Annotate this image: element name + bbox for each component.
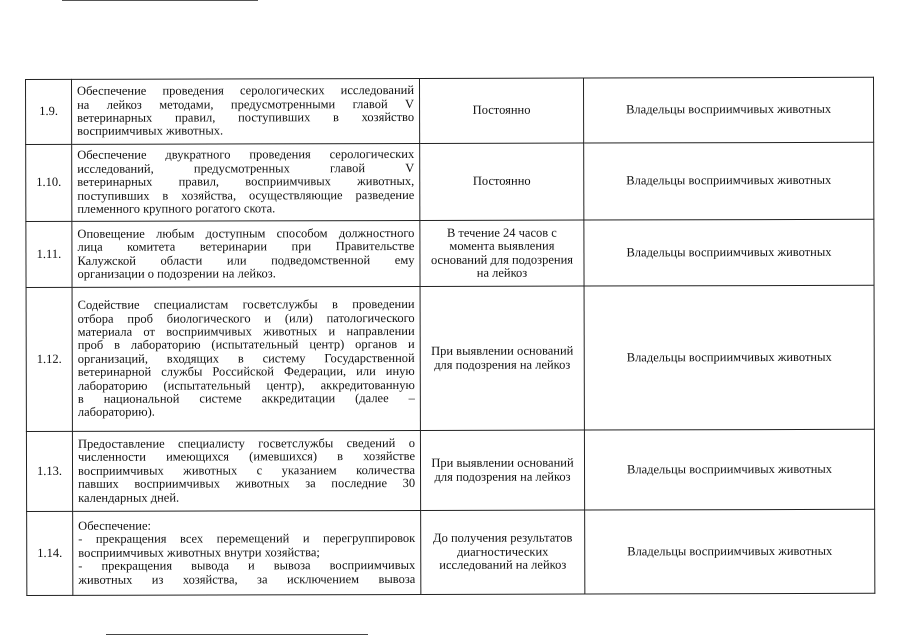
row-number: 1.9. bbox=[26, 79, 72, 144]
table-row bbox=[27, 509, 875, 595]
top-rule bbox=[62, 0, 258, 1]
responsible-cell: Владельцы восприимчивых животных bbox=[583, 77, 873, 143]
table-row bbox=[26, 142, 874, 221]
responsible-cell: Владельцы восприимчивых животных bbox=[584, 285, 874, 430]
measure-text: Обеспечение проведения серологических исследований на лейкоз методами, предусмотренными главой V ветеринарных правил, поступивших в хозяйство восприимчивых животных. bbox=[72, 78, 420, 144]
term-cell: Постоянно bbox=[419, 78, 583, 143]
row-number: 1.11. bbox=[26, 221, 72, 287]
measure-text: Оповещение любым доступным способом должностного лица комитета ветеринарии при Правительстве Калужской области или подведомственной ему организации о подозрении на лейкоз. bbox=[72, 220, 420, 287]
measure-text: Обеспечение: - прекращения всех перемещений и перегруппировок восприимчивых животных внутри хозяйства; - прекращения вывода и вывоза восприимчивых животных из хозяйства, за исключением вывоза bbox=[73, 510, 421, 595]
measure-text: Содействие специалистам госветслужбы в проведении отбора проб биологического и (или) патологического материала от восприимчивых животных и направлении проб в лабораторию (испытательный центр) органов и организаций, входящих в систему Государственной ветеринарной службы Российской Федерации, или иную лабораторию (испытательный центр), аккредитованную в национальной системе аккредитации (далее – лабораторию). bbox=[72, 286, 420, 431]
responsible-cell: Владельцы восприимчивых животных bbox=[584, 429, 874, 510]
table-row bbox=[26, 285, 874, 431]
row-number: 1.12. bbox=[26, 287, 72, 431]
measure-text: Предоставление специалисту госветслужбы сведений о численности имеющихся (имевшихся) в хозяйстве восприимчивых животных с указанием количества павших восприимчивых животных за последние 30 календарных дней. bbox=[72, 430, 420, 511]
bottom-rule bbox=[106, 634, 368, 635]
table-row bbox=[26, 77, 874, 144]
responsible-cell: Владельцы восприимчивых животных bbox=[585, 509, 875, 594]
row-number: 1.10. bbox=[26, 144, 72, 221]
measures-table bbox=[25, 77, 875, 596]
term-cell: При выявлении оснований для подозрения на лейкоз bbox=[420, 286, 584, 430]
term-cell: Постоянно bbox=[420, 143, 584, 220]
term-cell: До получения результатов диагностических исследований на лейкоз bbox=[421, 510, 585, 594]
row-number: 1.14. bbox=[27, 511, 73, 595]
responsible-cell: Владельцы восприимчивых животных bbox=[584, 219, 874, 286]
measure-text: Обеспечение двукратного проведения серологических исследований, предусмотренных главой V ветеринарных правил, восприимчивых животных, поступивших в хозяйства, осуществляющие разведение племенного крупного рогатого скота. bbox=[72, 143, 420, 221]
table-row bbox=[26, 429, 874, 511]
term-cell: В течение 24 часов с момента выявления оснований для подозрения на лейкоз bbox=[420, 220, 584, 286]
table-row bbox=[26, 219, 874, 287]
responsible-cell: Владельцы восприимчивых животных bbox=[584, 142, 874, 220]
term-cell: При выявлении оснований для подозрения на лейкоз bbox=[420, 430, 584, 510]
row-number: 1.13. bbox=[26, 431, 72, 511]
